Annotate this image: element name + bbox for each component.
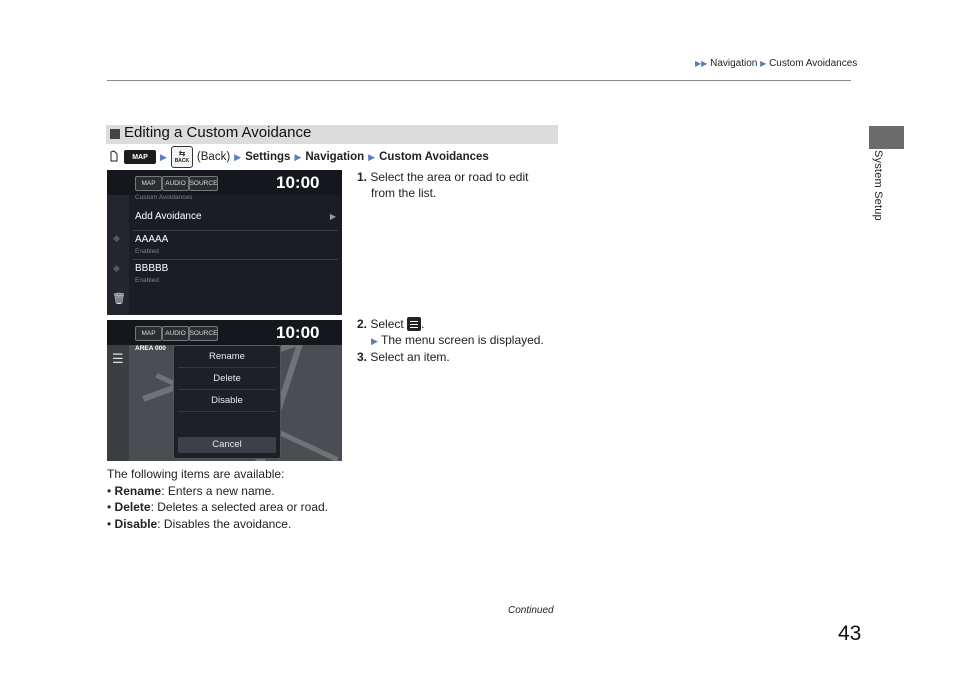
breadcrumb-section: Navigation: [710, 58, 758, 69]
continued-label: Continued: [508, 605, 554, 616]
result-arrow-icon: ▶: [371, 336, 378, 346]
operation-path: [108, 146, 489, 168]
list-item: • Disable: Disables the avoidance.: [107, 516, 292, 531]
path-arrow-icon: ▶: [234, 151, 242, 162]
clock: 10:00: [276, 323, 320, 342]
add-avoidance-row[interactable]: [133, 204, 338, 231]
chevron-right-icon: ▶: [329, 212, 336, 221]
breadcrumb-arrow-icon: ▶▶: [695, 59, 708, 68]
back-button-text: BACK: [174, 158, 190, 164]
step-text: Select an item.: [370, 350, 450, 364]
step-2: [357, 316, 544, 365]
avoidance-list-item[interactable]: [133, 231, 338, 260]
screen-left-rail: [107, 345, 129, 461]
map-tab[interactable]: MAP: [135, 326, 162, 341]
breadcrumb-page: Custom Avoidances: [769, 58, 858, 69]
avoidance-name: AAAAA: [135, 234, 169, 245]
custom-avoidances-screen: [107, 170, 342, 315]
map-button-icon: MAP: [124, 150, 156, 164]
menu-item-delete[interactable]: Delete: [178, 368, 276, 390]
audio-tab[interactable]: AUDIO: [162, 176, 189, 191]
path-navigation: Navigation: [305, 151, 365, 163]
source-tab[interactable]: SOURCE: [189, 176, 218, 191]
avoidance-menu-screen: [107, 320, 342, 461]
item-term: Rename: [114, 483, 162, 498]
back-arrow-icon: ⇆: [178, 149, 186, 158]
step-result-text: The menu screen is displayed.: [381, 333, 544, 347]
item-desc: : Enters a new name.: [161, 483, 275, 498]
screen-topbar: [107, 320, 342, 345]
chapter-tab: [869, 126, 904, 149]
clock: 10:00: [276, 173, 320, 192]
step-1: [357, 169, 528, 201]
step-text: from the list.: [371, 186, 437, 200]
header-divider: [107, 80, 851, 81]
scroll-up-icon[interactable]: ◆: [113, 233, 120, 243]
page-number: 43: [838, 622, 862, 645]
list-item: • Rename: Enters a new name.: [107, 483, 275, 498]
menu-item-disable[interactable]: Disable: [178, 390, 276, 412]
step-number: 1.: [357, 170, 368, 184]
trash-icon[interactable]: 🗑: [112, 293, 126, 305]
step-number: 2.: [357, 317, 368, 331]
available-intro: The following items are available:: [107, 467, 285, 481]
screen-left-rail: [107, 195, 129, 315]
item-desc: : Disables the avoidance.: [157, 516, 292, 531]
chapter-label: System Setup: [872, 150, 884, 221]
back-button-icon: [171, 146, 193, 168]
step-text: Select the area or road to edit: [370, 170, 529, 184]
source-tab[interactable]: SOURCE: [189, 326, 218, 341]
path-arrow-icon: ▶: [368, 151, 376, 162]
scroll-down-icon[interactable]: ◆: [113, 263, 120, 273]
path-custom-avoidances: Custom Avoidances: [379, 151, 489, 163]
screen-topbar: [107, 170, 342, 195]
avoidance-status: Enabled: [135, 248, 159, 255]
back-label: (Back): [196, 151, 231, 163]
breadcrumb: [695, 58, 857, 69]
map-tab[interactable]: MAP: [135, 176, 162, 191]
menu-button-icon: [407, 317, 421, 331]
path-arrow-icon: ▶: [294, 151, 302, 162]
step-result: [357, 333, 544, 347]
item-desc: : Deletes a selected area or road.: [150, 500, 329, 514]
list-item: • Delete: Deletes a selected area or road.: [107, 500, 329, 514]
section-square-icon: [110, 129, 120, 139]
audio-tab[interactable]: AUDIO: [162, 326, 189, 341]
menu-icon[interactable]: ☰: [112, 351, 124, 366]
avoidance-name: BBBBB: [135, 263, 169, 274]
item-term: Disable: [114, 516, 158, 531]
avoidance-status: Enabled: [135, 277, 159, 284]
home-icon: [108, 149, 120, 165]
path-settings: Settings: [245, 151, 291, 163]
step-text: Select: [370, 317, 404, 331]
step-number: 3.: [357, 350, 368, 364]
step-text: .: [421, 317, 425, 331]
add-avoidance-label: Add Avoidance: [135, 211, 202, 222]
section-title: Editing a Custom Avoidance: [124, 124, 312, 141]
area-label: AREA 000: [135, 345, 166, 352]
menu-item-rename[interactable]: Rename: [178, 346, 276, 368]
breadcrumb-arrow-icon: ▶: [760, 59, 767, 68]
path-arrow-icon: ▶: [160, 151, 167, 162]
available-items: [107, 466, 328, 532]
avoidance-list-item[interactable]: [133, 260, 338, 288]
cancel-button[interactable]: Cancel: [178, 437, 276, 453]
screen-caption: Custom Avoidances: [135, 194, 193, 201]
item-term: Delete: [114, 500, 151, 514]
popup-menu: [173, 345, 281, 459]
